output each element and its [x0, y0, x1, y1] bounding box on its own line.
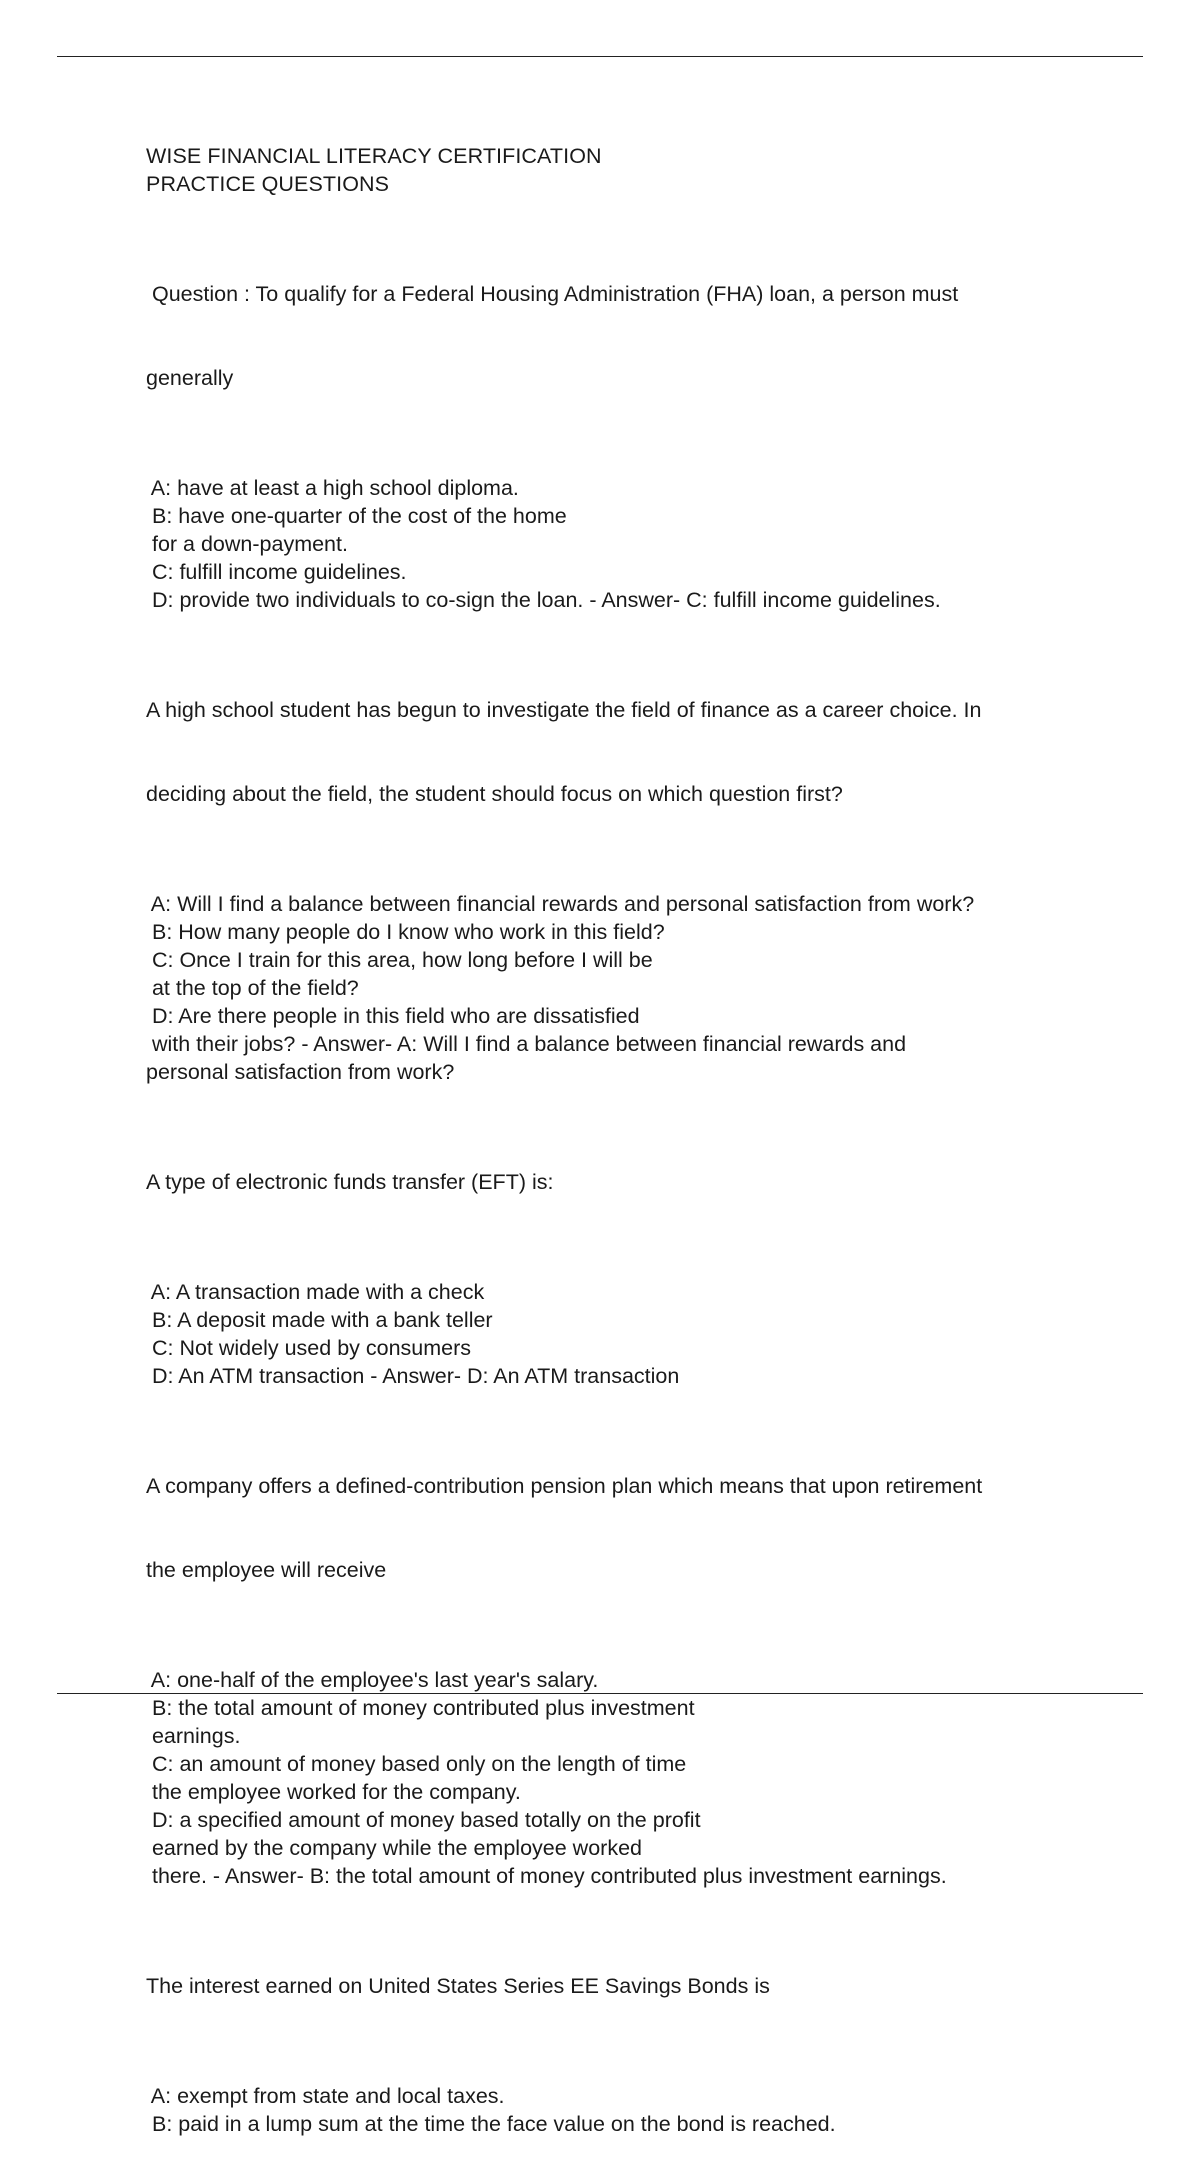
option-line: the employee worked for the company. [146, 1780, 521, 1804]
option-line: B: the total amount of money contributed plus investment [146, 1696, 695, 1720]
question-block [146, 640, 1106, 1086]
question-line: A high school student has begun to investigate the field of finance as a career choice. In [146, 698, 982, 722]
question-text [146, 1916, 1106, 2056]
option-line: at the top of the field? [146, 976, 359, 1000]
option-line: there. - Answer- B: the total amount of money contributed plus investment earnings. [146, 1864, 947, 1888]
question-line: The interest earned on United States Series EE Savings Bonds is [146, 1974, 770, 1998]
option-line: C: Not widely used by consumers [146, 1336, 472, 1360]
answer-options [146, 474, 1106, 614]
document-body [146, 142, 1106, 2164]
title-line: PRACTICE QUESTIONS [146, 172, 390, 196]
question-text [146, 1416, 1106, 1640]
title-line: WISE FINANCIAL LITERACY CERTIFICATION [146, 144, 602, 168]
question-line: the employee will receive [146, 1558, 387, 1582]
option-line: A: exempt from state and local taxes. [146, 2084, 505, 2108]
bottom-rule [57, 1693, 1143, 1694]
option-line: D: provide two individuals to co-sign the loan. - Answer- C: fulfill income guidelines. [146, 588, 941, 612]
option-line: D: a specified amount of money based totally on the profit [146, 1808, 701, 1832]
question-line: A company offers a defined-contribution pension plan which means that upon retirement [146, 1474, 983, 1498]
question-text [146, 640, 1106, 864]
question-line: Question : To qualify for a Federal Housing Administration (FHA) loan, a person must [146, 282, 959, 306]
document-title [146, 142, 1106, 198]
option-line: A: A transaction made with a check [146, 1280, 485, 1304]
option-line: personal satisfaction from work? [146, 1060, 455, 1084]
option-line: D: An ATM transaction - Answer- D: An ATM transaction [146, 1364, 680, 1388]
option-line: C: an amount of money based only on the length of time [146, 1752, 687, 1776]
option-line: C: fulfill income guidelines. [146, 560, 407, 584]
option-line: A: Will I find a balance between financial rewards and personal satisfaction from work? [146, 892, 975, 916]
question-line: generally [146, 366, 234, 390]
option-line: D: Are there people in this field who are dissatisfied [146, 1004, 640, 1028]
option-line: A: one-half of the employee's last year's salary. [146, 1668, 599, 1692]
question-text [146, 224, 1106, 448]
question-block [146, 1916, 1106, 2138]
option-line: B: How many people do I know who work in this field? [146, 920, 665, 944]
option-line: earned by the company while the employee worked [146, 1836, 642, 1860]
option-line: B: have one-quarter of the cost of the home [146, 504, 567, 528]
answer-options [146, 2082, 1106, 2138]
answer-options [146, 890, 1106, 1086]
option-line: with their jobs? - Answer- A: Will I find a balance between financial rewards and [146, 1032, 907, 1056]
option-line: C: Once I train for this area, how long before I will be [146, 948, 653, 972]
option-line: B: A deposit made with a bank teller [146, 1308, 493, 1332]
question-block [146, 224, 1106, 614]
question-line: deciding about the field, the student should focus on which question first? [146, 782, 843, 806]
question-text [146, 1112, 1106, 1252]
question-block [146, 1416, 1106, 1890]
option-line: for a down-payment. [146, 532, 348, 556]
question-block [146, 1112, 1106, 1390]
question-line: A type of electronic funds transfer (EFT) is: [146, 1170, 554, 1194]
option-line: earnings. [146, 1724, 241, 1748]
answer-options [146, 1278, 1106, 1390]
option-line: A: have at least a high school diploma. [146, 476, 519, 500]
option-line: B: paid in a lump sum at the time the face value on the bond is reached. [146, 2112, 836, 2136]
top-rule [57, 56, 1143, 57]
